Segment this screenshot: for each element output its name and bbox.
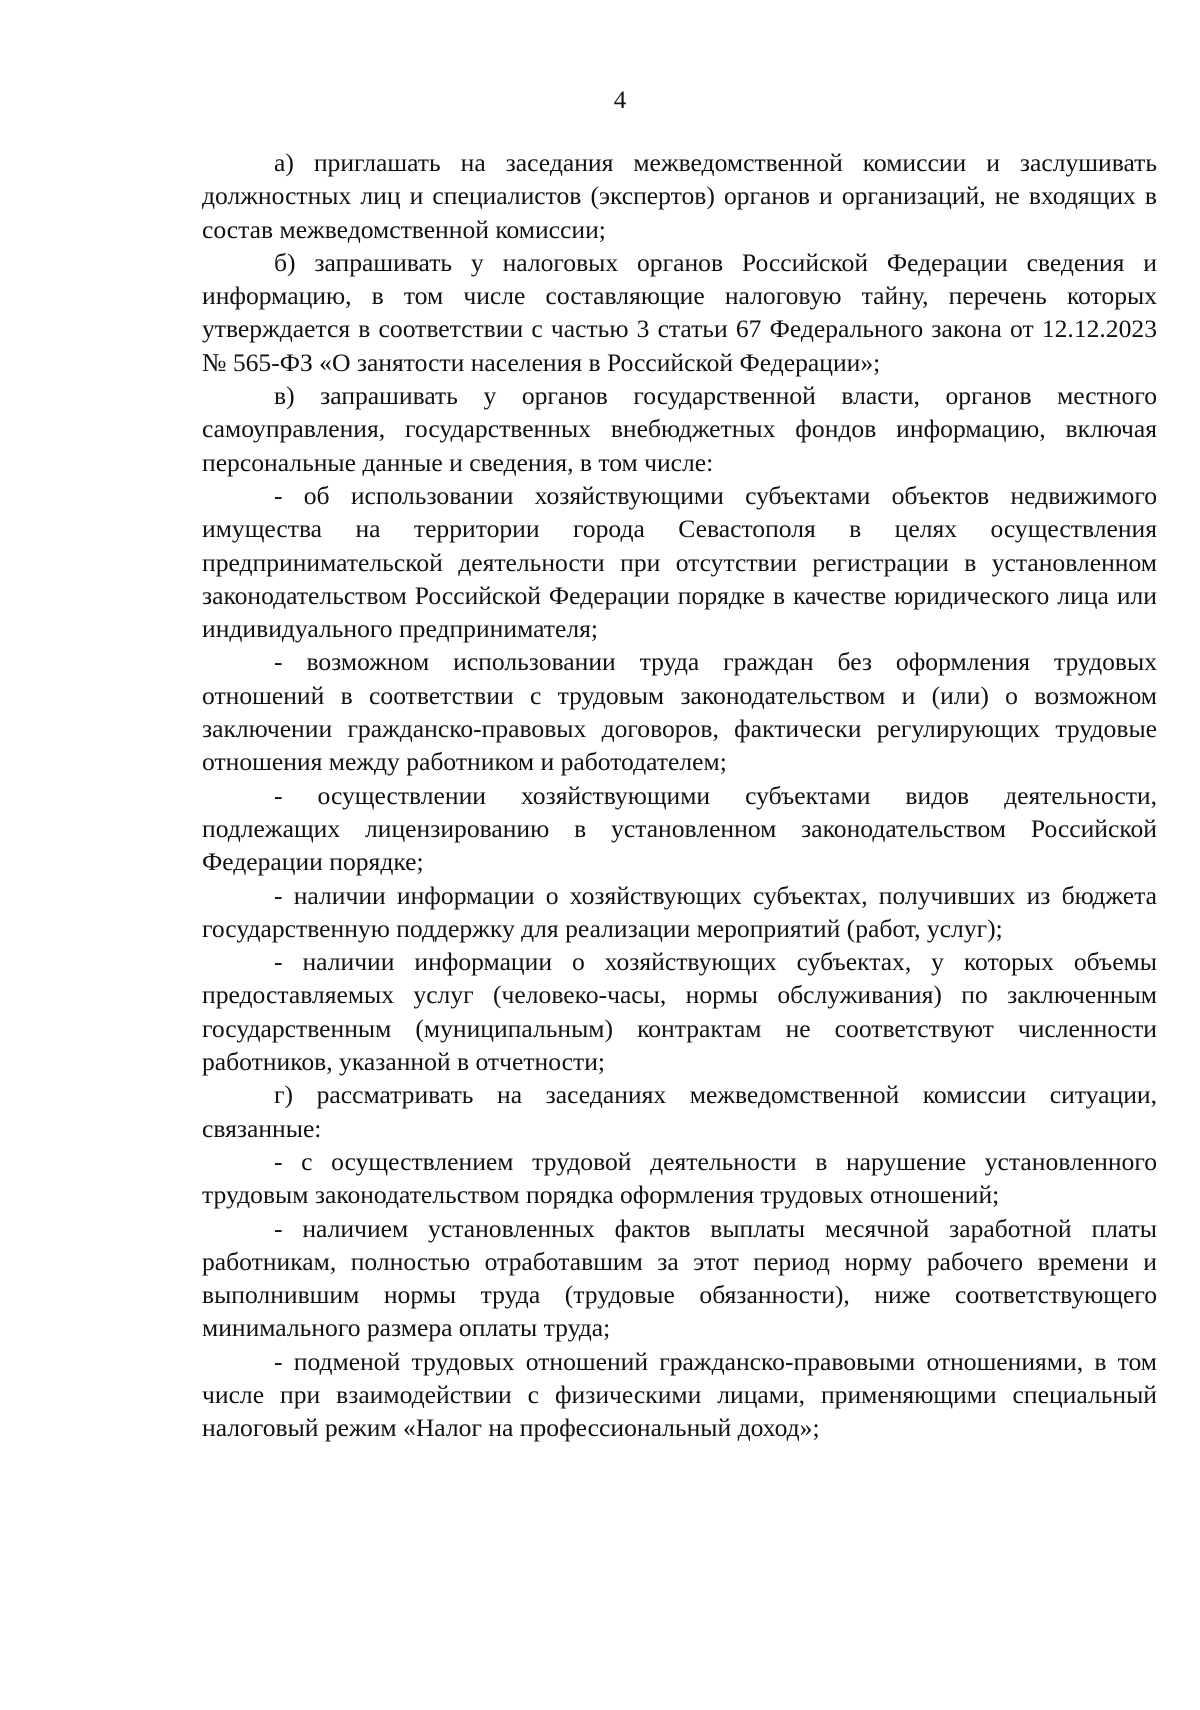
page-number: 4: [613, 87, 627, 114]
list-item-contract-substitution: - подменой трудовых отношений гражданско-правовыми отношениями, в том числе при взаимодействии с физическими лицами, применяющими специальный налоговый режим «Налог на профессиональный доход»;: [202, 1346, 1157, 1443]
document-body: [202, 146, 1157, 1445]
list-item-service-volumes: - наличии информации о хозяйствующих субъектах, у которых объемы предоставляемых услуг (человеко-часы, нормы обслуживания) по заключенным государственным (муниципальным) контрактам не соответствуют численности работников, указанной в отчетности;: [202, 947, 1157, 1077]
paragraph-g-consider-situations: г) рассматривать на заседаниях межведомственной комиссии ситуации, связанные:: [202, 1080, 1157, 1143]
list-item-licensing: - осуществлении хозяйствующими субъектами видов деятельности, подлежащих лицензированию в установленном законодательством Российской Федерации порядке;: [202, 780, 1157, 877]
list-item-informal-labor: - возможном использовании труда граждан без оформления трудовых отношений в соответствии с трудовым законодательством и (или) о возможном заключении гражданско-правовых договоров, фактически регулирующих трудовые отношения между работником и работодателем;: [202, 647, 1157, 777]
list-item-state-support: - наличии информации о хозяйствующих субъектах, получивших из бюджета государственную поддержку для реализации мероприятий (работ, услуг);: [202, 880, 1157, 943]
list-item-labor-violation: - с осуществлением трудовой деятельности в нарушение установленного трудовым законодательством порядка оформления трудовых отношений;: [202, 1146, 1157, 1210]
paragraph-b-tax-request: б) запрашивать у налоговых органов Российской Федерации сведения и информацию, в том числе составляющие налоговую тайну, перечень которых утверждается в соответствии с частью 3 статьи 67 Федерального закона от 12.12.2023 № 565-ФЗ «О занятости населения в Российской Федерации»;: [202, 247, 1157, 377]
list-item-below-minimum-wage: - наличием установленных фактов выплаты месячной заработной платы работникам, полностью отработавшим за этот период норму рабочего времени и выполнившим нормы труда (трудовые обязанности), ниже соответствующего минимального размера оплаты труда;: [202, 1213, 1157, 1343]
paragraph-a-invite: а) приглашать на заседания межведомственной комиссии и заслушивать должностных лиц и специалистов (экспертов) органов и организаций, не входящих в состав межведомственной комиссии;: [202, 148, 1157, 244]
list-item-real-estate-use: - об использовании хозяйствующими субъектами объектов недвижимого имущества на территории города Севастополя в целях осуществления предпринимательской деятельности при отсутствии регистрации в установленном законодательством Российской Федерации порядке в качестве юридического лица или индивидуального предпринимателя;: [202, 480, 1157, 644]
paragraph-v-authorities-request: в) запрашивать у органов государственной власти, органов местного самоуправления, государственных внебюджетных фондов информацию, включая персональные данные и сведения, в том числе:: [202, 381, 1157, 477]
